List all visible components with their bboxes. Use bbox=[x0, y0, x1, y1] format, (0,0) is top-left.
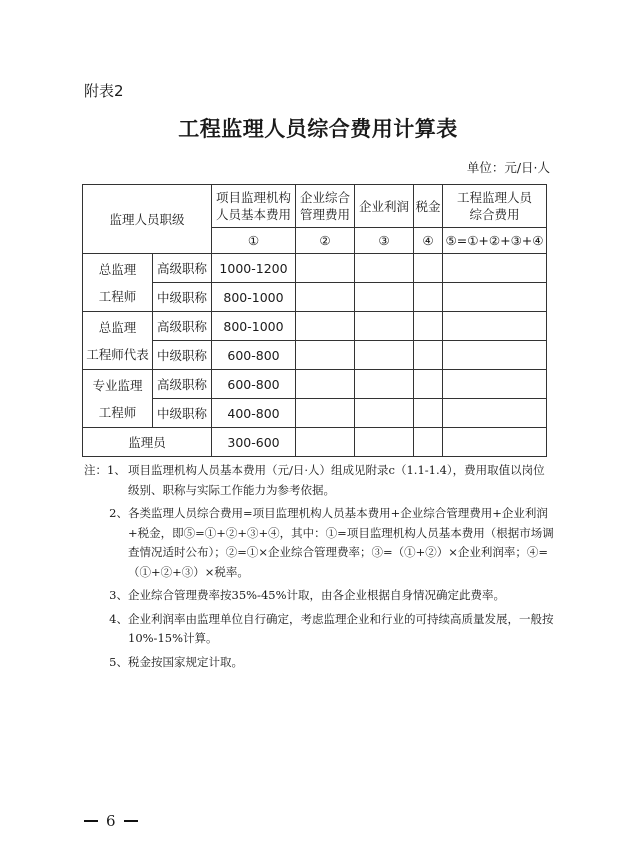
fee-table bbox=[82, 184, 547, 457]
table-row bbox=[83, 370, 547, 399]
header-line: 管理费用 bbox=[299, 207, 350, 222]
title-cell: 中级职称 bbox=[153, 283, 212, 312]
total-cell bbox=[443, 341, 547, 370]
mgmt-fee-cell bbox=[296, 428, 355, 457]
profit-cell bbox=[355, 283, 414, 312]
title-cell: 高级职称 bbox=[153, 312, 212, 341]
grade-cell bbox=[83, 370, 153, 428]
page-number-value: 6 bbox=[106, 812, 116, 830]
profit-cell bbox=[355, 312, 414, 341]
note-number: 5、 bbox=[109, 654, 128, 669]
base-fee-cell: 800-1000 bbox=[212, 312, 296, 341]
notes bbox=[84, 461, 554, 676]
note-item bbox=[84, 586, 554, 606]
symbol-profit: ③ bbox=[355, 228, 414, 254]
base-fee-cell: 300-600 bbox=[212, 428, 296, 457]
tax-cell bbox=[414, 370, 443, 399]
dash-left bbox=[84, 820, 98, 822]
base-fee-cell: 800-1000 bbox=[212, 283, 296, 312]
grade-line: 专业监理 bbox=[92, 377, 143, 393]
table-row bbox=[83, 312, 547, 341]
page-title: 工程监理人员综合费用计算表 bbox=[178, 116, 458, 141]
symbol-base-fee: ① bbox=[212, 228, 296, 254]
header-total bbox=[443, 185, 547, 228]
grade-line: 总监理 bbox=[98, 261, 137, 277]
mgmt-fee-cell bbox=[296, 312, 355, 341]
profit-cell bbox=[355, 341, 414, 370]
symbol-mgmt-fee: ② bbox=[296, 228, 355, 254]
profit-cell bbox=[355, 370, 414, 399]
note-text: 各类监理人员综合费用=项目监理机构人员基本费用+企业综合管理费用+企业利润+税金，即⑤=①+②+③+④，其中：①=项目监理机构人员基本费用（根据市场调查情况适时公布）；②=①×企业综合管理费率；③=（①+②）×企业利润率；④=（①+②+③）×税率。 bbox=[128, 506, 554, 579]
base-fee-cell: 600-800 bbox=[212, 370, 296, 399]
total-cell bbox=[443, 312, 547, 341]
symbol-total: ⑤=①+②+③+④ bbox=[443, 228, 547, 254]
base-fee-cell: 1000-1200 bbox=[212, 254, 296, 283]
appendix-label: 附表2 bbox=[84, 82, 124, 100]
grade-line: 工程师 bbox=[98, 288, 137, 304]
note-text: 企业综合管理费率按35%-45%计取，由各企业根据自身情况确定此费率。 bbox=[128, 588, 506, 602]
tax-cell bbox=[414, 428, 443, 457]
header-row bbox=[83, 185, 547, 228]
table-row bbox=[83, 254, 547, 283]
header-tax bbox=[414, 185, 443, 228]
header-line: 企业利润 bbox=[358, 198, 409, 214]
header-line: 人员基本费用 bbox=[215, 207, 291, 222]
symbol-tax: ④ bbox=[414, 228, 443, 254]
title-cell: 中级职称 bbox=[153, 341, 212, 370]
tax-cell bbox=[414, 254, 443, 283]
total-cell bbox=[443, 399, 547, 428]
table-row bbox=[83, 428, 547, 457]
grade-line: 总监理 bbox=[98, 319, 137, 335]
tax-cell bbox=[414, 283, 443, 312]
total-cell bbox=[443, 283, 547, 312]
header-profit bbox=[355, 185, 414, 228]
note-text: 税金按国家规定计取。 bbox=[128, 654, 243, 669]
note-item bbox=[84, 610, 554, 649]
note-number: 2、 bbox=[109, 506, 128, 520]
mgmt-fee-cell bbox=[296, 399, 355, 428]
profit-cell bbox=[355, 428, 414, 457]
mgmt-fee-cell bbox=[296, 254, 355, 283]
total-cell bbox=[443, 428, 547, 457]
note-text: 企业利润率由监理单位自行确定，考虑监理企业和行业的可持续高质量发展，一般按10%-15%计算。 bbox=[128, 611, 554, 645]
mgmt-fee-cell bbox=[296, 370, 355, 399]
header-line: 工程监理人员 bbox=[456, 190, 532, 205]
header-line: 综合费用 bbox=[469, 207, 520, 222]
mgmt-fee-cell bbox=[296, 283, 355, 312]
title-cell: 高级职称 bbox=[153, 370, 212, 399]
grade-cell bbox=[83, 254, 153, 312]
grade-cell bbox=[83, 312, 153, 370]
note-item bbox=[84, 461, 554, 500]
base-fee-cell: 400-800 bbox=[212, 399, 296, 428]
header-base-fee bbox=[212, 185, 296, 228]
note-number: 3、 bbox=[109, 588, 128, 602]
note-item bbox=[84, 504, 554, 582]
profit-cell bbox=[355, 254, 414, 283]
table-row bbox=[83, 283, 547, 312]
profit-cell bbox=[355, 399, 414, 428]
table-row bbox=[83, 399, 547, 428]
page-number bbox=[84, 812, 138, 830]
title-cell: 中级职称 bbox=[153, 399, 212, 428]
tax-cell bbox=[414, 312, 443, 341]
total-cell bbox=[443, 370, 547, 399]
unit-label: 单位：元/日·人 bbox=[466, 160, 550, 175]
grade-cell: 监理员 bbox=[83, 428, 212, 457]
grade-line: 工程师代表 bbox=[86, 346, 149, 362]
note-text: 项目监理机构人员基本费用（元/日·人）组成见附录c（1.1-1.4），费用取值以岗位级别、职称与实际工作能力为参考依据。 bbox=[128, 463, 545, 497]
dash-right bbox=[124, 820, 138, 822]
note-item bbox=[84, 653, 554, 673]
header-mgmt-fee bbox=[296, 185, 355, 228]
mgmt-fee-cell bbox=[296, 341, 355, 370]
note-number: 1、 bbox=[107, 463, 126, 477]
title-cell: 高级职称 bbox=[153, 254, 212, 283]
total-cell bbox=[443, 254, 547, 283]
tax-cell bbox=[414, 399, 443, 428]
tax-cell bbox=[414, 341, 443, 370]
notes-label: 注： bbox=[84, 463, 107, 477]
header-grade: 监理人员职级 bbox=[83, 185, 212, 254]
header-line: 企业综合 bbox=[299, 190, 350, 205]
note-prefix bbox=[84, 461, 128, 500]
header-line: 税金 bbox=[415, 198, 441, 214]
note-number: 4、 bbox=[109, 611, 128, 626]
header-line: 项目监理机构 bbox=[215, 190, 291, 205]
grade-line: 工程师 bbox=[98, 404, 137, 420]
base-fee-cell: 600-800 bbox=[212, 341, 296, 370]
table-row bbox=[83, 341, 547, 370]
